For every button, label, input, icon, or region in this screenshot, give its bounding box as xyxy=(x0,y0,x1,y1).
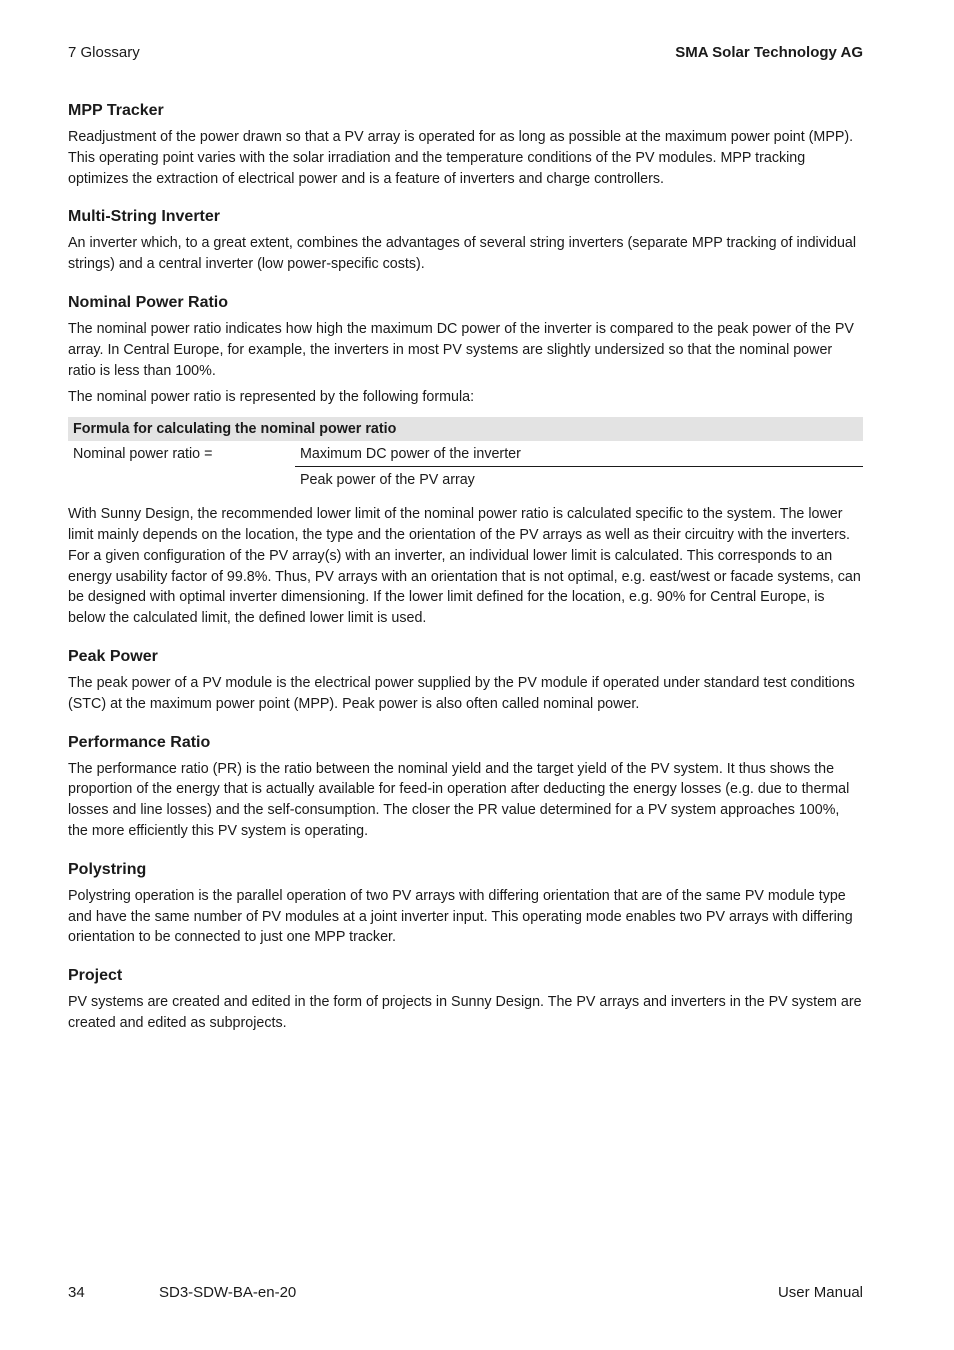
section-paragraph: The nominal power ratio is represented by the following formula: xyxy=(68,389,475,406)
company-name: SMA Solar Technology AG xyxy=(675,44,863,61)
formula-denominator: Peak power of the PV array xyxy=(300,471,475,488)
document-code: SD3-SDW-BA-en-20 xyxy=(159,1284,297,1301)
section-title: Performance Ratio xyxy=(68,733,211,751)
section-title: Polystring xyxy=(68,860,147,878)
section-title: Nominal Power Ratio xyxy=(68,293,229,311)
section-polystring xyxy=(68,860,863,948)
section-nominal-power-ratio xyxy=(68,293,863,629)
formula-lhs: Nominal power ratio = xyxy=(73,445,213,462)
section-paragraph: The performance ratio (PR) is the ratio between the nominal yield and the target yield of the PV system. It thus shows the proportion of the energy that is actually available for feed-in operation after deducting the energy losses (e.g. due to thermal losses and line losses) and the self-consumption. The closer the PR value determined for a PV system approaches 100%, the more efficiently this PV system is operating. xyxy=(68,760,850,839)
section-multi-string-inverter xyxy=(68,207,863,275)
chapter-label: 7 Glossary xyxy=(68,44,140,61)
formula-table xyxy=(68,417,863,492)
section-performance-ratio xyxy=(68,733,863,842)
formula-numerator: Maximum DC power of the inverter xyxy=(295,441,863,467)
section-paragraph: The nominal power ratio indicates how high the maximum DC power of the inverter is compared to the peak power of the PV array. In Central Europe, for example, the inverters in most PV systems are slightly undersized so that the nominal power ratio is less than 100%. xyxy=(68,320,854,379)
page-footer xyxy=(68,1284,863,1304)
section-paragraph: PV systems are created and edited in the form of projects in Sunny Design. The PV arrays and inverters in the PV system are created and edited as subprojects. xyxy=(68,994,862,1031)
section-mpp-tracker xyxy=(68,101,863,189)
section-title: Multi-String Inverter xyxy=(68,208,221,226)
section-peak-power xyxy=(68,647,863,715)
section-paragraph: Readjustment of the power drawn so that a PV array is operated for as long as possible at the maximum power point (MPP). This operating point varies with the solar irradiation and the temperature conditions of the PV modules. MPP tracking optimizes the extraction of electrical power and is a feature of inverters and charge controllers. xyxy=(68,129,854,187)
section-paragraph: The peak power of a PV module is the electrical power supplied by the PV module if operated under standard test conditions (STC) at the maximum power point (MPP). Peak power is also often called nominal power. xyxy=(68,674,855,712)
page-number: 34 xyxy=(68,1284,85,1301)
section-paragraph: With Sunny Design, the recommended lower limit of the nominal power ratio is calculated specific to the system. The lower limit mainly depends on the location, the type and the orientation of the PV arrays as well as their circuitry with the inverters. For a given configuration of the PV array(s) with an inverter, an individual lower limit is calculated. This corresponds to an energy usability factor of 99.8%. Thus, PV arrays with an orientation that is not optimal, e.g. east/west or facade systems, can be designed with optimal inverter dimensioning. If the lower limit defined for the location, e.g. 90% for Central Europe, is below the calculated limit, the defined lower limit is used. xyxy=(68,506,861,627)
formula-table-header: Formula for calculating the nominal power ratio xyxy=(68,417,863,441)
page-header xyxy=(68,44,863,64)
section-title: MPP Tracker xyxy=(68,102,164,119)
section-title: Peak Power xyxy=(68,647,158,665)
formula-empty-cell xyxy=(68,467,295,493)
document-type: User Manual xyxy=(777,1284,863,1301)
section-paragraph: An inverter which, to a great extent, combines the advantages of several string inverters (separate MPP tracking of individual strings) and a central inverter (low power-specific costs). xyxy=(68,235,857,273)
section-paragraph: Polystring operation is the parallel operation of two PV arrays with differing orientation that are of the same PV module type and have the same number of PV modules at a joint inverter input. This operating mode enables two PV arrays with differing orientation to be connected to just one MPP tracker. xyxy=(68,887,853,946)
glossary-content xyxy=(68,101,863,1052)
section-title: Project xyxy=(68,967,123,985)
section-project xyxy=(68,966,863,1034)
